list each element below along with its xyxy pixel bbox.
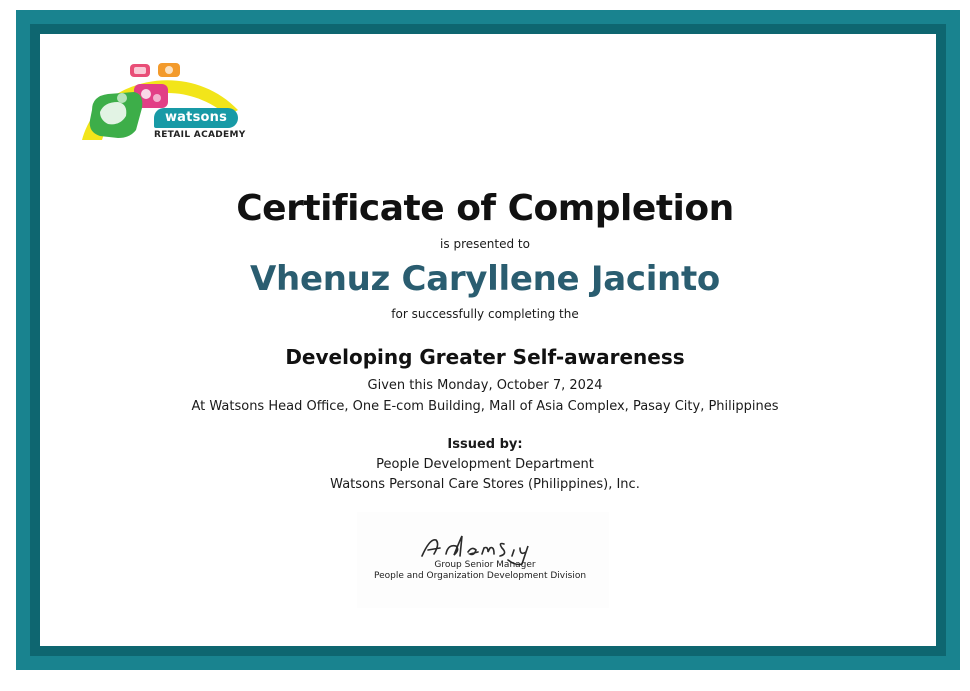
issuer-department: People Development Department xyxy=(376,457,594,472)
given-date: Given this Monday, October 7, 2024 xyxy=(367,378,603,393)
certificate-title: Certificate of Completion xyxy=(236,188,734,229)
presented-to-text: is presented to xyxy=(440,237,530,251)
location-text: At Watsons Head Office, One E-com Building, Mall of Asia Complex, Pasay City, Philippines xyxy=(191,399,779,414)
issuer-company: Watsons Personal Care Stores (Philippines), Inc. xyxy=(330,477,640,492)
signatory-division: People and Organization Development Division xyxy=(373,571,587,581)
retail-academy-label: RETAIL ACADEMY xyxy=(154,130,246,140)
issued-by-label: Issued by: xyxy=(447,437,523,452)
completion-text: for successfully completing the xyxy=(391,307,579,321)
signatory-title: Group Senior Manager xyxy=(434,560,536,570)
recipient-name: Vhenuz Caryllene Jacinto xyxy=(250,259,720,299)
watsons-wordmark: watsons xyxy=(154,108,238,128)
course-name: Developing Greater Self-awareness xyxy=(285,345,685,369)
